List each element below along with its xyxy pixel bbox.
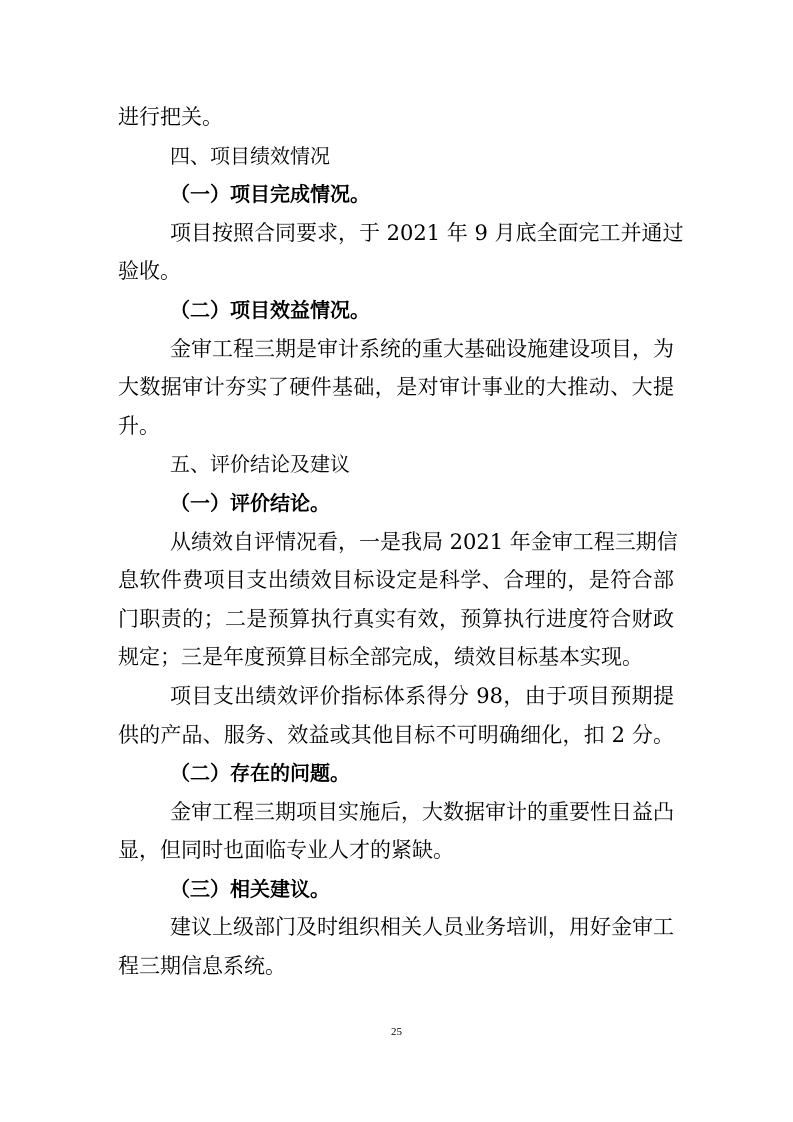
section-heading: 四、项目绩效情况 bbox=[170, 143, 330, 168]
paragraph-line: 验收。 bbox=[118, 259, 181, 284]
paragraph-line: 显，但同时也面临专业人才的紧缺。 bbox=[118, 838, 454, 863]
subsection-heading: （三）相关建议。 bbox=[170, 876, 330, 901]
subsection-heading: （二）存在的问题。 bbox=[170, 761, 350, 786]
subsection-heading: （二）项目效益情况。 bbox=[170, 297, 370, 322]
paragraph-line: 金审工程三期是审计系统的重大基础设施建设项目，为 bbox=[170, 336, 674, 361]
paragraph-line: 程三期信息系统。 bbox=[118, 954, 286, 979]
paragraph-line: 大数据审计夯实了硬件基础，是对审计事业的大推动、大提 bbox=[118, 375, 674, 400]
subsection-heading: （一）项目完成情况。 bbox=[170, 182, 370, 207]
paragraph-line: 建议上级部门及时组织相关人员业务培训，用好金审工 bbox=[170, 915, 674, 940]
paragraph-line: 规定；三是年度预算目标全部完成，绩效目标基本实现。 bbox=[118, 645, 643, 670]
paragraph-line: 项目按照合同要求，于 2021 年 9 月底全面完工并通过 bbox=[170, 220, 684, 245]
document-body bbox=[118, 98, 684, 986]
paragraph-line: 门职责的；二是预算执行真实有效，预算执行进度符合财政 bbox=[118, 606, 674, 631]
page-number: 25 bbox=[391, 1026, 402, 1038]
section-heading: 五、评价结论及建议 bbox=[170, 452, 350, 477]
paragraph-line: 升。 bbox=[118, 413, 160, 438]
subsection-heading: （一）评价结论。 bbox=[170, 490, 330, 515]
paragraph-line: 息软件费项目支出绩效目标设定是科学、合理的，是符合部 bbox=[118, 568, 674, 593]
paragraph-line: 项目支出绩效评价指标体系得分 98，由于项目预期提 bbox=[170, 683, 674, 708]
paragraph-line: 进行把关。 bbox=[118, 105, 223, 129]
paragraph-line: 从绩效自评情况看，一是我局 2021 年金审工程三期信 bbox=[170, 529, 678, 554]
paragraph-line: 供的产品、服务、效益或其他目标不可明确细化，扣 2 分。 bbox=[118, 722, 674, 747]
paragraph-line: 金审工程三期项目实施后，大数据审计的重要性日益凸 bbox=[170, 799, 674, 824]
